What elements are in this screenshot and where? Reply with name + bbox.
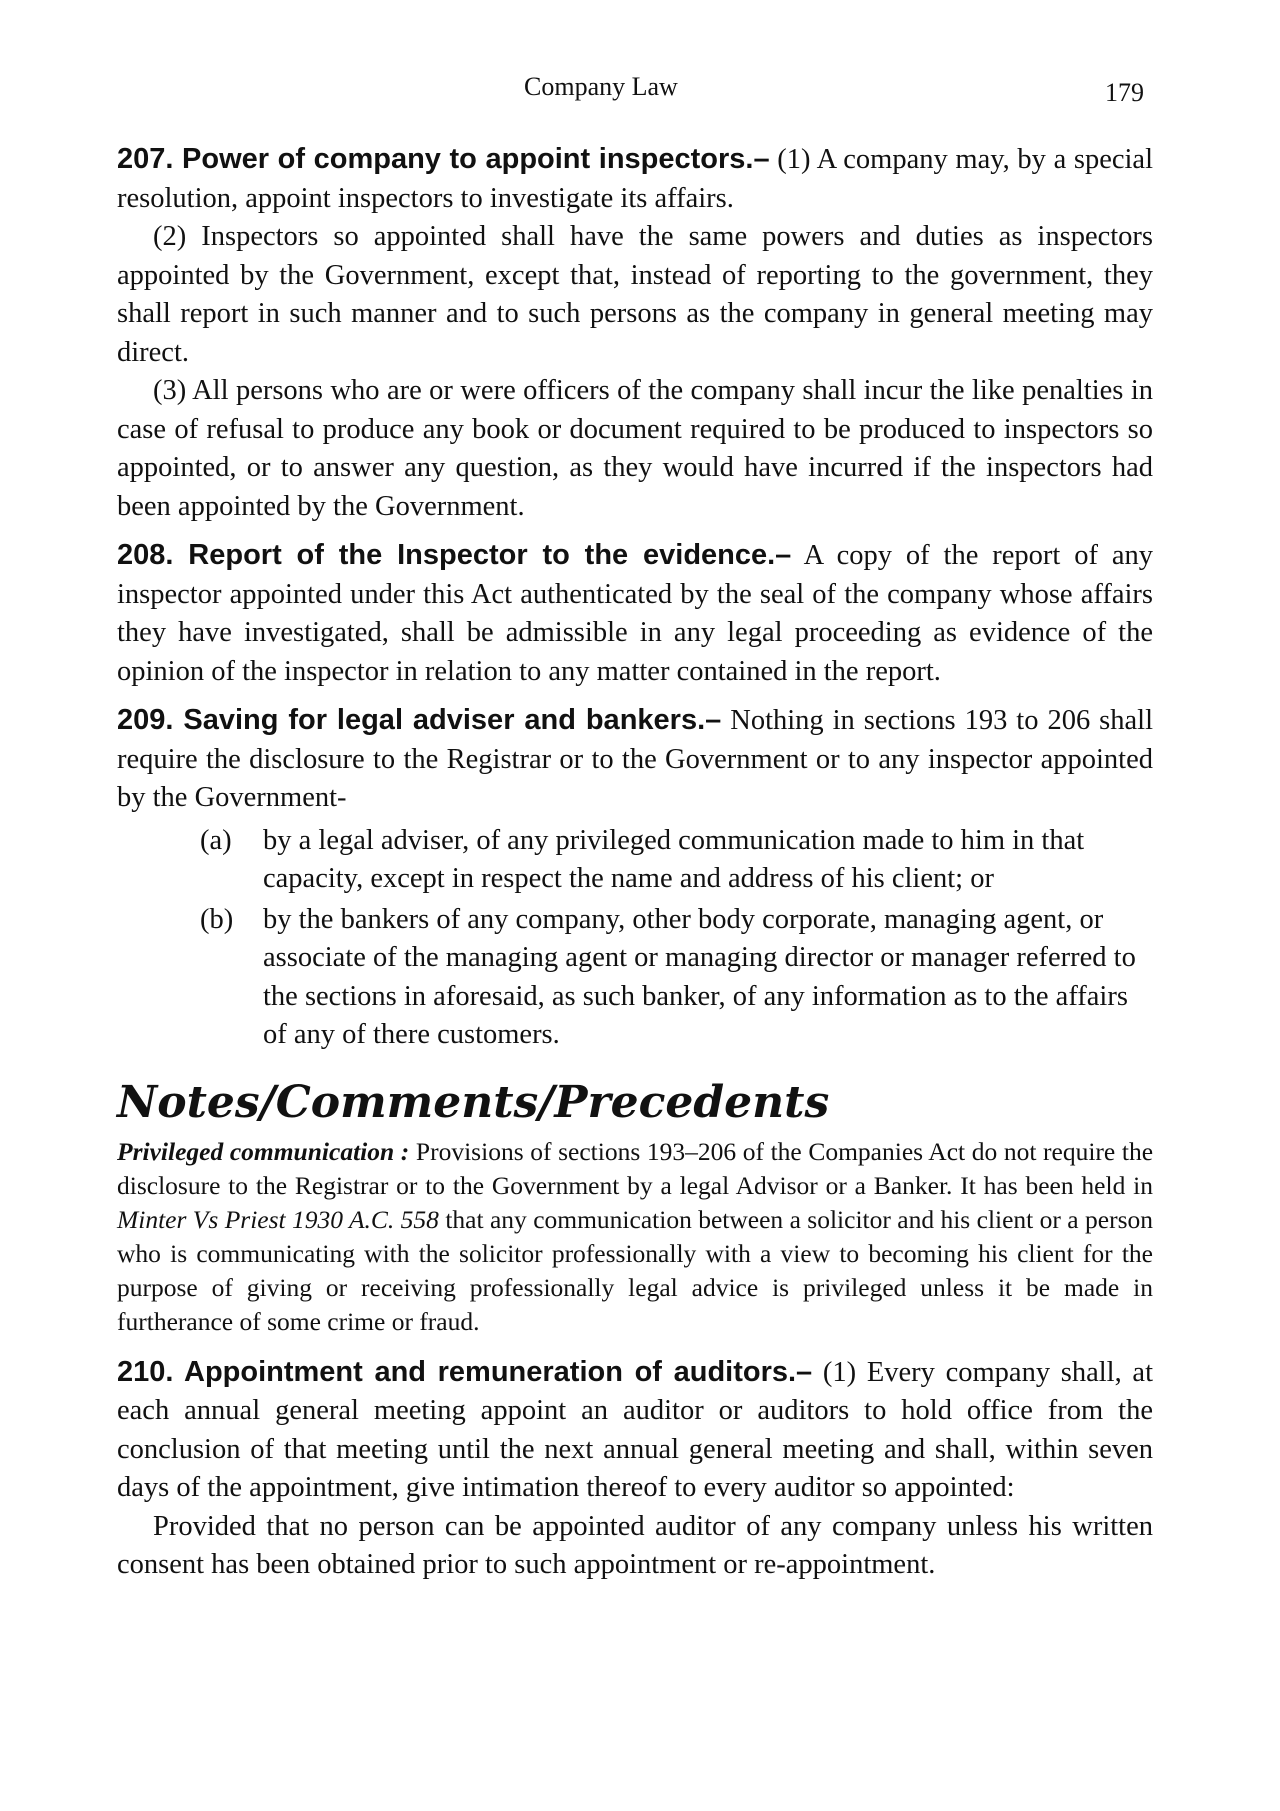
clause-a xyxy=(117,822,1153,899)
notes-text-after-case: that any communication between a solicitor and his client or a person who is communicating with the solicitor professionally with a view to becoming his client for the purpose of giving or receiving professionally legal advice is privileged unless it be made in furtherance of some crime or fraud. xyxy=(117,1204,1153,1336)
clause-a-label: (a) xyxy=(200,824,232,856)
section-209 xyxy=(117,701,1153,1055)
section-208-heading: 208. Report of the Inspector to the evidence.– xyxy=(117,539,792,571)
page-number: 179 xyxy=(1105,78,1144,107)
clause-b-text: by the bankers of any company, other body corporate, managing agent, or associate of the managing agent or managing director or manager referred to the sections in aforesaid, as such banker, of any information as to the affairs of any of there customers. xyxy=(263,903,1136,1050)
notes-text-before-case: Provisions of sections 193–206 of the Companies Act do not require the disclosure to the Registrar or to the Government by a legal Advisor or a Banker. It has been held in xyxy=(117,1136,1154,1200)
notes-paragraph xyxy=(117,1135,1153,1339)
section-209-clauses xyxy=(117,822,1153,1055)
section-208-para-1 xyxy=(117,536,1153,691)
section-207-para-1-text: (1) A company may, by a special resolution, appoint inspectors to investigate its affairs. xyxy=(117,144,1154,214)
section-210-para-1-text: (1) Every company shall, at each annual general meeting appoint an auditor or auditors to hold office from the conclusion of that meeting until the next annual general meeting and shall, within seven days of the appointment, give intimation thereof to every auditor so appointed: xyxy=(117,1356,1153,1503)
notes-heading: Notes/Comments/Precedents xyxy=(117,1076,830,1128)
notes-case-citation: Minter Vs Priest 1930 A.C. 558 xyxy=(117,1204,439,1234)
running-title: Company Law xyxy=(524,72,678,101)
section-208 xyxy=(117,536,1153,691)
clause-b-label: (b) xyxy=(200,903,234,935)
section-207-para-2: (2) Inspectors so appointed shall have the same powers and duties as inspectors appointed by the Government, except that, instead of reporting to the government, they shall report in such manner and to such persons as the company in general meeting may direct. xyxy=(117,221,1153,368)
page-header xyxy=(0,72,1280,112)
section-207 xyxy=(117,140,1153,526)
section-209-para-1-text: Nothing in sections 193 to 206 shall require the disclosure to the Registrar or to the Government or to any inspector appointed by the Government- xyxy=(117,705,1154,813)
clause-a-text: by a legal adviser, of any privileged communication made to him in that capacity, except in respect the name and address of his client; or xyxy=(263,824,1085,894)
section-210-proviso: Provided that no person can be appointed auditor of any company unless his written consent has been obtained prior to such appointment or re-appointment. xyxy=(117,1510,1153,1580)
section-207-heading: 207. Power of company to appoint inspectors.– xyxy=(117,143,770,175)
section-209-heading: 209. Saving for legal adviser and bankers.– xyxy=(117,704,722,736)
notes-lead: Privileged communication : xyxy=(117,1136,410,1166)
page-body xyxy=(117,140,1153,1585)
section-210-heading: 210. Appointment and remuneration of auditors.– xyxy=(117,1355,813,1388)
section-210-para-1 xyxy=(117,1353,1153,1508)
clause-b xyxy=(117,901,1153,1055)
section-209-para-1 xyxy=(117,701,1153,818)
section-208-para-1-text: A copy of the report of any inspector appointed under this Act authenticated by the seal of the company whose affairs they have investigated, shall be admissible in any legal proceeding as evidence of the opinion of the inspector in relation to any matter contained in the report. xyxy=(117,540,1153,687)
section-207-para-3: (3) All persons who are or were officers of the company shall incur the like penalties in case of refusal to produce any book or document required to be produced to inspectors so appointed, or to answer any question, as they would have incurred if the inspectors had been appointed by the Government. xyxy=(117,375,1153,522)
section-207-para-1 xyxy=(117,140,1153,218)
section-210 xyxy=(117,1353,1153,1585)
